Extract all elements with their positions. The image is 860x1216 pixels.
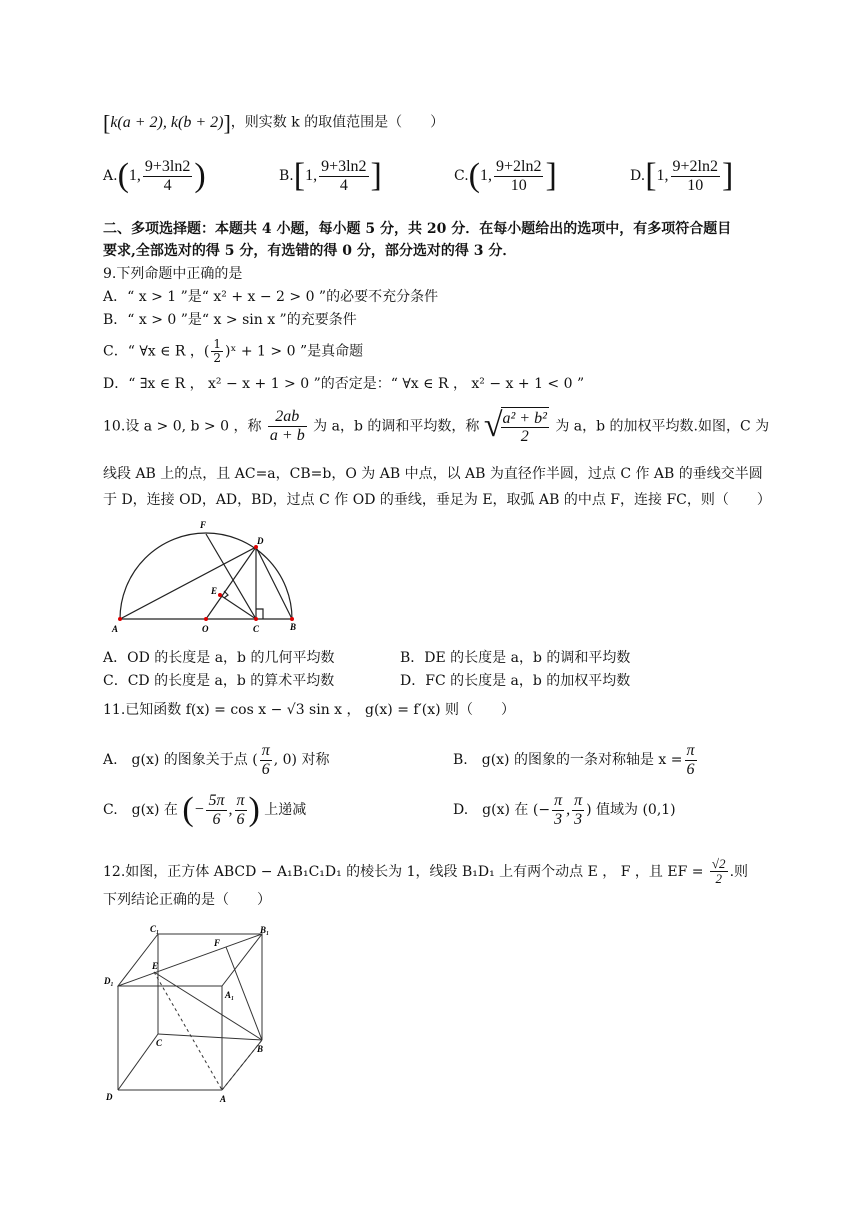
q11-option-d: D. g(x) 在 (− $\frac{\pi}{3}$ , $\frac{\pi}{3}$ ) 值域为 (0,1) — [453, 792, 676, 828]
q9-option-b: B．“ x > 0 ”是“ x > sin x ”的充要条件 — [103, 312, 357, 328]
q9-option-a: A．“ x > 1 ”是“ x² + x − 2 > 0 ”的必要不充分条件 — [103, 289, 439, 305]
q10-stem-line1: 10.设 a > 0, b > 0 ，称 $\frac{2ab}{a + b}$ 为 a，b 的调和平均数，称 √ $\frac{\text{a² + b²}}{2}$ 为 a，b 的加权平均数.如图，C 为 — [103, 405, 769, 448]
cube-e-label: E — [152, 961, 159, 971]
q10-option-a: A．OD 的长度是 a，b 的几何平均数 — [103, 650, 335, 666]
q10-option-b: B．DE 的长度是 a，b 的调和平均数 — [400, 650, 631, 666]
q8-option-d: D.[1, $\frac{9+2\ln 2}{10}$ ] — [630, 157, 734, 195]
point-e-label: E — [211, 586, 218, 596]
section2-line2: 要求,全部选对的得 5 分，有选错的得 0 分，部分选对的得 3 分． — [103, 243, 517, 259]
q11-option-a: A. g(x) 的图象关于点 ( $\frac{\pi}{6}$ , 0) 对称 — [103, 742, 330, 778]
q11-option-b: B. g(x) 的图象的一条对称轴是 x = $\frac{\pi}{6}$ — [453, 742, 695, 778]
q12-stem-line1: 12.如图，正方体 ABCD − A₁B₁C₁D₁ 的棱长为 1，线段 B₁D₁ 上有两个动点 E ， F ，且 EF = $\frac{√2}{2}$ .则 — [103, 856, 749, 887]
q8-stem-text: ，则实数 k 的取值范围是（ ） — [230, 114, 445, 131]
cube-d1-label: D₁ — [104, 976, 114, 986]
harmonic-fraction: $\frac{2ab}{a + b}$ — [269, 408, 305, 444]
q11-stem: 11.已知函数 f(x) = cos x − √3 sin x ， g(x) = f′(x) 则（ ） — [103, 702, 516, 718]
point-a-label: A — [112, 624, 119, 634]
q8-option-c: C.(1, $\frac{9+2\ln 2}{10}$ ] — [454, 157, 557, 195]
q10-stem-line3: 于 D，连接 OD，AD，BD，过点 C 作 OD 的垂线，垂足为 E，取弧 AB 的中点 F，连接 FC，则（ ） — [103, 492, 771, 508]
cube-b1-label: B₁ — [260, 925, 270, 935]
q10-option-c: C．CD 的长度是 a，b 的算术平均数 — [103, 673, 335, 689]
q9-option-d: D．“ ∃x ∈ R ， x² − x + 1 > 0 ”的否定是：“ ∀x ∈ R ， x² − x + 1 < 0 ” — [103, 376, 585, 392]
point-d-label: D — [257, 536, 264, 546]
q8-option-a: A.(1, $\frac{9+3\ln 2}{4}$ ) — [103, 157, 206, 195]
cube-a-label: A — [220, 1094, 227, 1104]
cube-c1-label: C₁ — [150, 924, 160, 934]
point-c-label: C — [253, 624, 260, 634]
cube-c-label: C — [156, 1038, 163, 1048]
point-o-label: O — [202, 624, 209, 634]
semicircle-figure — [108, 518, 308, 638]
q10-stem-line2: 线段 AB 上的点，且 AC=a，CB=b，O 为 AB 中点，以 AB 为直径作半圆，过点 C 作 AB 的垂线交半圆 — [103, 466, 763, 482]
cube-a1-label: A₁ — [225, 990, 235, 1000]
q9-title: 9.下列命题中正确的是 — [103, 266, 243, 282]
point-f-label: F — [200, 520, 207, 530]
point-b-label: B — [290, 622, 297, 632]
q8-stem — [103, 112, 444, 134]
cube-d-label: D — [106, 1092, 113, 1102]
q9-option-c: C．“ ∀x ∈ R ，( $\frac{1}{2}$ )ˣ + 1 > 0 ”是真命题 — [103, 337, 364, 366]
q11-option-c: C. g(x) 在 (− $\frac{5\pi}{6}$ , $\frac{\pi}{6}$ ) 上递减 — [103, 791, 307, 829]
cube-figure — [100, 922, 280, 1104]
cube-b-label: B — [257, 1044, 264, 1054]
cube-f-label: F — [214, 938, 221, 948]
q10-option-d: D．FC 的长度是 a，b 的加权平均数 — [400, 673, 631, 689]
q8-option-b: B.[1, $\frac{9+3\ln 2}{4}$ ] — [279, 157, 382, 195]
q8-interval: [k(a + 2), k(b + 2)] — [103, 110, 231, 135]
weighted-sqrt: √ $\frac{\text{a² + b²}}{2}$ — [483, 407, 547, 446]
q12-stem-line2: 下列结论正确的是（ ） — [103, 892, 271, 908]
section2-line1: 二、多项选择题：本题共 4 小题，每小题 5 分，共 20 分．在每小题给出的选项中，有多项符合题目 — [103, 221, 732, 237]
